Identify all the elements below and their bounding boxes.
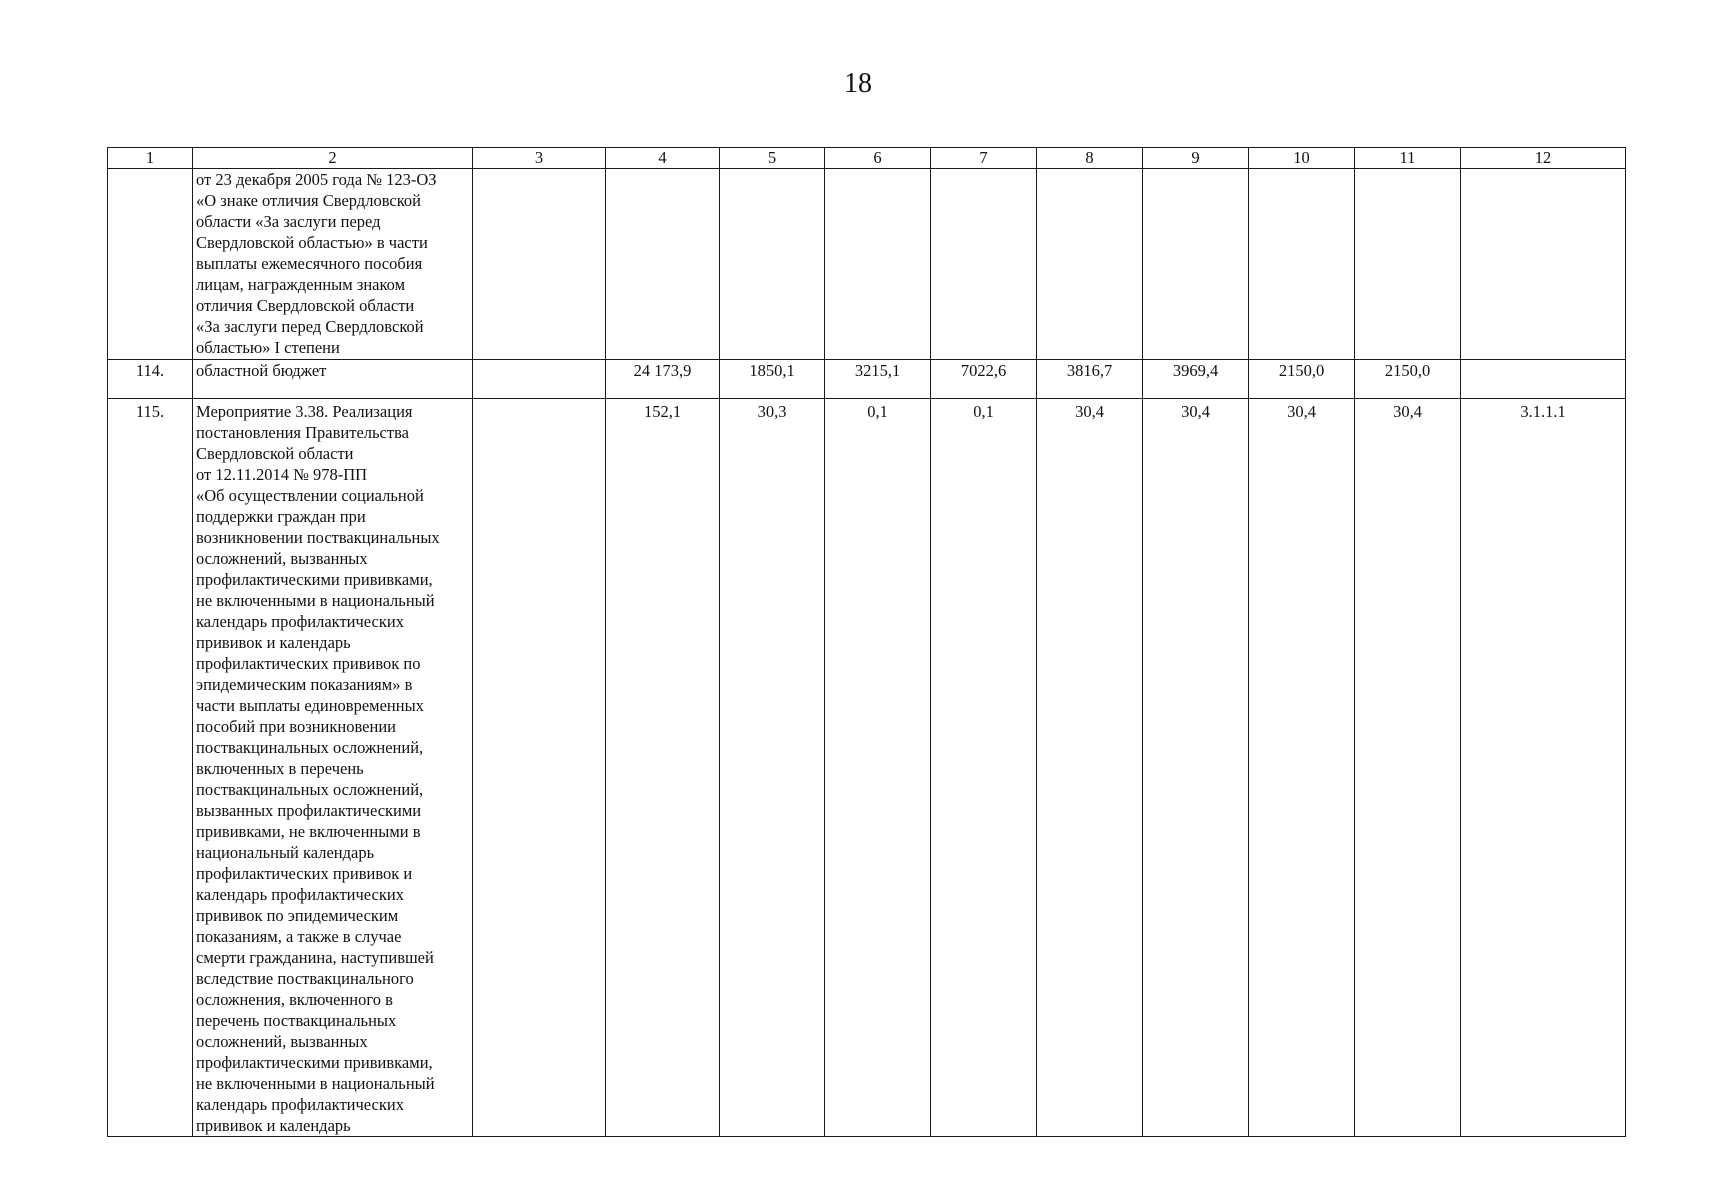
header-col-4: 4 (606, 148, 720, 169)
header-col-11: 11 (1355, 148, 1461, 169)
row-description-text: Мероприятие 3.38. Реализация постановления Правительства Свердловской области от 12.11.2014 № 978-ПП «Об осуществлении социальной поддержки граждан при возникновении поствакцинальных осложнений, вызванных профилактическими прививками, не включенными в национальный календарь профилактических прививок и календарь профилактических прививок по эпидемическим показаниям» в части выплаты единовременных пособий при возникновении поствакцинальных осложнений, включенных в перечень поствакцинальных осложнений, вызванных профилактическими прививками, не включенными в национальный календарь профилактических прививок и календарь профилактических прививок по эпидемическим показаниям, а также в случае смерти гражданина, наступившей вследствие поствакцинального осложнения, включенного в перечень поствакцинальных осложнений, вызванных профилактическими прививками, не включенными в национальный календарь профилактических прививок и календарь (196, 402, 440, 1135)
cell-col-9 (1143, 169, 1249, 360)
header-col-2: 2 (193, 148, 473, 169)
header-col-3: 3 (473, 148, 606, 169)
cell-col-3 (473, 399, 606, 1137)
row-number: 114. (108, 360, 193, 399)
header-col-1: 1 (108, 148, 193, 169)
program-table (107, 147, 1626, 1137)
cell-col-11: 30,4 (1355, 399, 1461, 1137)
cell-col-12 (1461, 169, 1626, 360)
cell-col-5: 1850,1 (720, 360, 825, 399)
cell-col-4: 24 173,9 (606, 360, 720, 399)
header-col-9: 9 (1143, 148, 1249, 169)
cell-col-4 (606, 169, 720, 360)
table-row-114 (108, 360, 1626, 399)
cell-col-4: 152,1 (606, 399, 720, 1137)
page-number: 18 (844, 68, 872, 99)
header-col-10: 10 (1249, 148, 1355, 169)
header-col-8: 8 (1037, 148, 1143, 169)
table-row-115 (108, 399, 1626, 1137)
cell-col-3 (473, 169, 606, 360)
cell-col-6: 3215,1 (825, 360, 931, 399)
cell-col-7: 7022,6 (931, 360, 1037, 399)
cell-col-6 (825, 169, 931, 360)
cell-col-10: 30,4 (1249, 399, 1355, 1137)
row-description-text: от 23 декабря 2005 года № 123-ОЗ «О знаке отличия Свердловской области «За заслуги перед Свердловской областью» в части выплаты ежемесячного пособия лицам, награжденным знаком отличия Свердловской области «За заслуги перед Свердловской областью» I степени (196, 170, 437, 357)
cell-col-7 (931, 169, 1037, 360)
cell-col-6: 0,1 (825, 399, 931, 1137)
row-description (193, 169, 473, 360)
cell-col-5 (720, 169, 825, 360)
cell-col-8 (1037, 169, 1143, 360)
cell-col-10: 2150,0 (1249, 360, 1355, 399)
cell-col-11: 2150,0 (1355, 360, 1461, 399)
cell-col-12 (1461, 360, 1626, 399)
row-number: 115. (108, 399, 193, 1137)
cell-col-3 (473, 360, 606, 399)
cell-col-9: 3969,4 (1143, 360, 1249, 399)
row-description (193, 399, 473, 1137)
cell-col-7: 0,1 (931, 399, 1037, 1137)
cell-col-10 (1249, 169, 1355, 360)
cell-col-8: 3816,7 (1037, 360, 1143, 399)
header-col-7: 7 (931, 148, 1037, 169)
cell-col-8: 30,4 (1037, 399, 1143, 1137)
cell-col-11 (1355, 169, 1461, 360)
header-col-12: 12 (1461, 148, 1626, 169)
cell-col-12: 3.1.1.1 (1461, 399, 1626, 1137)
header-col-5: 5 (720, 148, 825, 169)
cell-col-9: 30,4 (1143, 399, 1249, 1137)
row-description (193, 360, 473, 399)
cell-col-5: 30,3 (720, 399, 825, 1137)
row-description-text: областной бюджет (196, 361, 327, 380)
table-row-continuation (108, 169, 1626, 360)
header-col-6: 6 (825, 148, 931, 169)
row-number (108, 169, 193, 360)
header-row (108, 148, 1626, 169)
